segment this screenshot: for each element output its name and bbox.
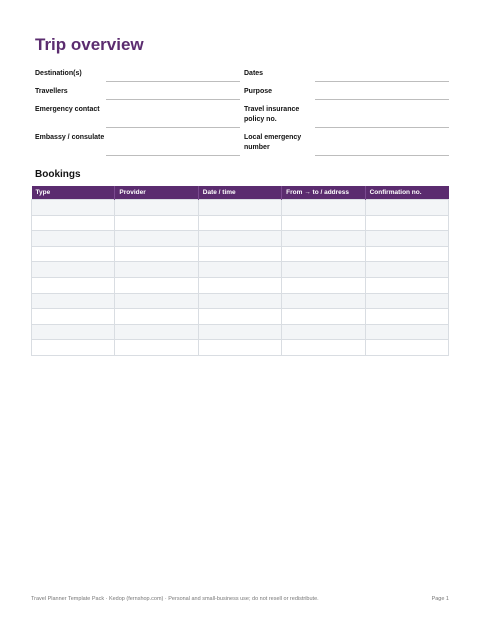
column-header: Provider [115, 186, 198, 200]
table-cell[interactable] [32, 324, 115, 340]
table-cell[interactable] [282, 277, 365, 293]
bookings-table [31, 186, 449, 356]
table-row [32, 231, 449, 247]
column-header: From → to / address [282, 186, 365, 200]
embassy-label: Embassy / consulate [35, 134, 105, 141]
dates-field [242, 66, 449, 82]
table-cell[interactable] [115, 246, 198, 262]
table-cell[interactable] [365, 262, 448, 278]
table-cell[interactable] [365, 231, 448, 247]
embassy-field [35, 130, 242, 156]
table-cell[interactable] [282, 262, 365, 278]
info-row [35, 102, 449, 128]
table-cell[interactable] [365, 324, 448, 340]
info-row [35, 84, 449, 100]
table-cell[interactable] [282, 215, 365, 231]
table-cell[interactable] [32, 277, 115, 293]
table-cell[interactable] [115, 340, 198, 356]
table-cell[interactable] [115, 293, 198, 309]
table-cell[interactable] [198, 324, 281, 340]
table-cell[interactable] [365, 340, 448, 356]
travellers-label: Travellers [35, 88, 68, 95]
table-cell[interactable] [365, 277, 448, 293]
table-cell[interactable] [198, 215, 281, 231]
table-cell[interactable] [282, 293, 365, 309]
local-emergency-line[interactable] [315, 130, 449, 156]
emergency-contact-field [35, 102, 242, 128]
table-row [32, 340, 449, 356]
local-emergency-label: Local emergency number [244, 134, 302, 151]
footer-note: Travel Planner Template Pack · Kedop (fernshop.com) · Personal and small-business use; do not resell or redistribute. [31, 596, 319, 602]
emergency-contact-label: Emergency contact [35, 106, 100, 113]
table-cell[interactable] [32, 231, 115, 247]
page-number: Page 1 [431, 596, 449, 602]
table-cell[interactable] [198, 340, 281, 356]
table-cell[interactable] [282, 309, 365, 325]
table-cell[interactable] [32, 293, 115, 309]
table-cell[interactable] [198, 309, 281, 325]
table-cell[interactable] [198, 231, 281, 247]
table-cell[interactable] [198, 277, 281, 293]
table-cell[interactable] [365, 293, 448, 309]
bookings-title: Bookings [35, 169, 81, 180]
dates-line[interactable] [315, 66, 449, 82]
table-row [32, 277, 449, 293]
table-cell[interactable] [282, 200, 365, 216]
destination-label: Destination(s) [35, 70, 82, 77]
info-row [35, 66, 449, 82]
column-header: Confirmation no. [365, 186, 448, 200]
table-cell[interactable] [115, 309, 198, 325]
table-cell[interactable] [115, 324, 198, 340]
purpose-line[interactable] [315, 84, 449, 100]
table-cell[interactable] [365, 215, 448, 231]
travel-insurance-field [242, 102, 449, 128]
purpose-label: Purpose [244, 88, 273, 95]
table-header-row [32, 186, 449, 200]
info-row [35, 130, 449, 156]
column-header: Date / time [198, 186, 281, 200]
travellers-line[interactable] [106, 84, 240, 100]
table-cell[interactable] [115, 200, 198, 216]
travel-insurance-line[interactable] [315, 102, 449, 128]
table-row [32, 262, 449, 278]
table-cell[interactable] [198, 293, 281, 309]
table-cell[interactable] [32, 200, 115, 216]
purpose-field [242, 84, 449, 100]
table-cell[interactable] [282, 340, 365, 356]
page-title: Trip overview [35, 35, 144, 54]
table-cell[interactable] [365, 200, 448, 216]
table-cell[interactable] [32, 340, 115, 356]
dates-label: Dates [244, 70, 264, 77]
destination-field [35, 66, 242, 82]
table-cell[interactable] [32, 215, 115, 231]
column-header: Type [32, 186, 115, 200]
travellers-field [35, 84, 242, 100]
table-cell[interactable] [115, 215, 198, 231]
table-cell[interactable] [365, 309, 448, 325]
table-cell[interactable] [198, 262, 281, 278]
table-row [32, 215, 449, 231]
emergency-contact-line[interactable] [106, 102, 240, 128]
table-cell[interactable] [115, 262, 198, 278]
table-cell[interactable] [32, 309, 115, 325]
table-row [32, 293, 449, 309]
table-cell[interactable] [282, 324, 365, 340]
table-cell[interactable] [365, 246, 448, 262]
table-cell[interactable] [198, 246, 281, 262]
table-cell[interactable] [115, 231, 198, 247]
table-row [32, 309, 449, 325]
table-cell[interactable] [282, 246, 365, 262]
embassy-line[interactable] [106, 130, 240, 156]
table-row [32, 200, 449, 216]
table-row [32, 324, 449, 340]
table-cell[interactable] [115, 277, 198, 293]
table-cell[interactable] [32, 246, 115, 262]
travel-insurance-label: Travel insurance policy no. [244, 106, 300, 123]
table-cell[interactable] [32, 262, 115, 278]
local-emergency-field [242, 130, 449, 156]
destination-line[interactable] [106, 66, 240, 82]
table-cell[interactable] [198, 200, 281, 216]
table-row [32, 246, 449, 262]
trip-info-grid [35, 66, 449, 156]
bookings-body [32, 200, 449, 356]
table-cell[interactable] [282, 231, 365, 247]
